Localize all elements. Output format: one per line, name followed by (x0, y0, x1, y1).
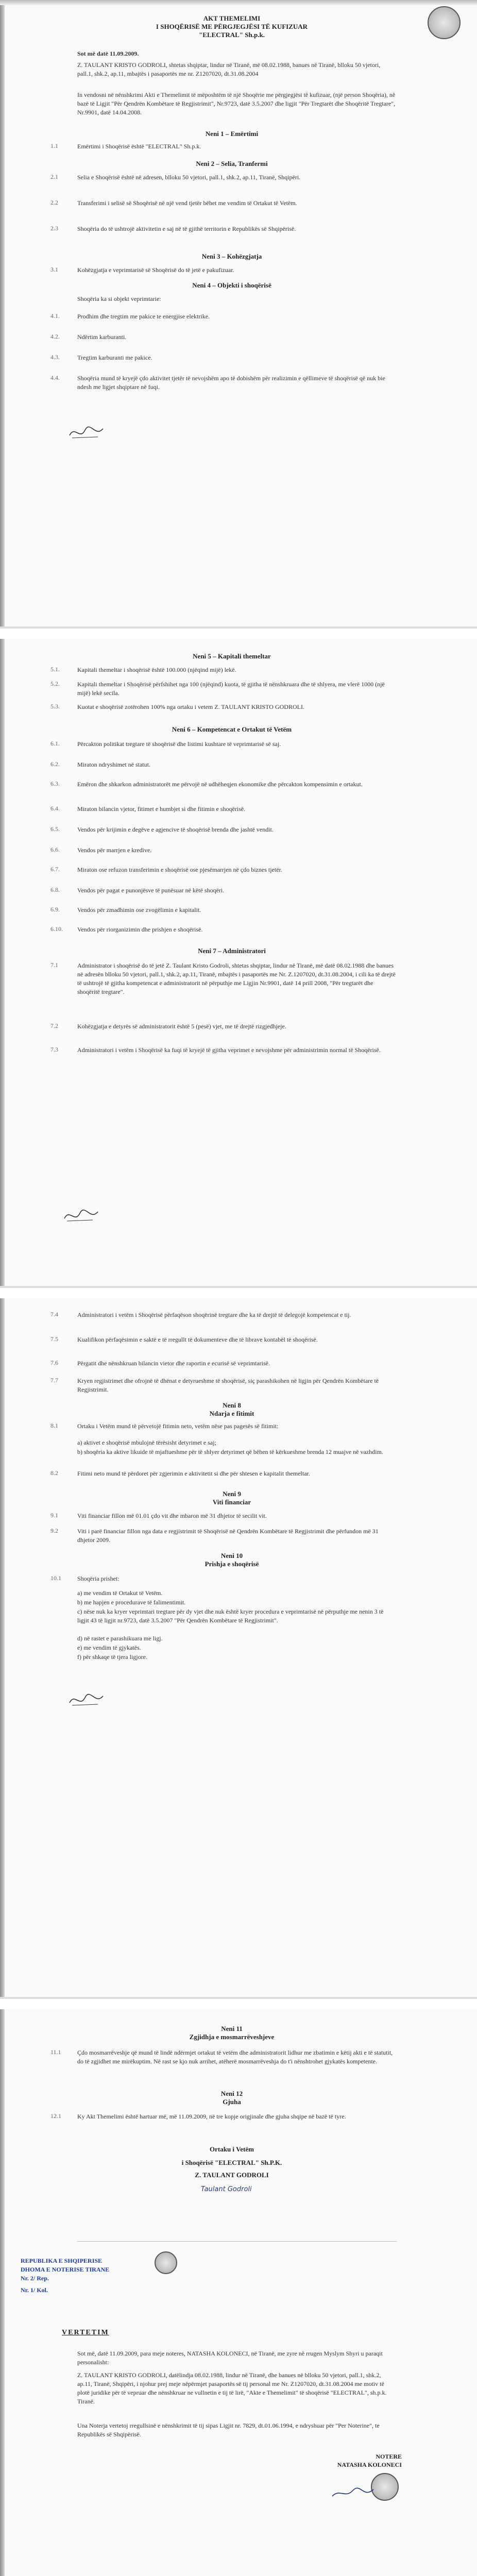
clause-9-2: Viti i parë financiar fillon nga data e regjistrimit të Shoqërisë në Qendrën Kombëtare të Regjistrimit dhe përfundon më 31 dhjetor 2009. (77, 1528, 379, 1544)
clause-4-intro: Shoqëria ka si objekt veprimtarie: (77, 295, 161, 302)
clause-8-1: Ortaku i Vetëm mund të përvetojë fitimin neto, vetëm nëse pas pagesës së fitimit: (77, 1422, 279, 1430)
clause-num: 6.4. (50, 805, 60, 812)
clause-8-1b: b) shoqëria ka aktive likuide të mjaftueshme për të shlyer detyrimet që bëhen të kërkueshme brenda 12 muajve në vazhdim. (77, 1448, 383, 1455)
seal-icon (155, 2251, 177, 2274)
clause-num: 4.4. (50, 374, 60, 381)
clause-6-2: Miraton ndryshimet në statut. (77, 761, 150, 768)
scan-edge-top (0, 0, 477, 5)
cert-paragraph-2: Z. TAULANT KRISTO GODROLI, datëlindja 08.02.1988, lindur në Tiranë, dhe banues në blloku 50 vjetori, pall.1, shk.2, ap.11, Tiranë, Shqipëri, i njohur prej meje nëpërmjet pasaportës së tij personal me Nr. Z1207020, dt.31.08.2004 me motiv të plotë juridike për të vepruar dhe nënshkruar ne vullnetin e tij të lirë, "Akte e Themelimit" të shoqërisë "ELECTRAL", sh.p.k. Tiranë. (77, 2371, 387, 2405)
clause-num: 7.6 (50, 1359, 58, 1366)
clause-10-1: Shoqëria prishet: (77, 1575, 120, 1582)
clause-7-2: Kohëzgjatja e detyrës së administratorit është 5 (pesë) vjet, me të drejtë rizgjedhjeje. (77, 1023, 286, 1030)
scan-edge-left (0, 1298, 5, 1999)
clause-2-3: Shoqëria do të ushtrojë aktivitetin e saj në të gjithë territorin e Republikës së Shqipërisë. (77, 225, 296, 232)
clause-6-9: Vendos për zmadhimin ose zvogëlimin e kapitalit. (77, 906, 201, 913)
clause-num: 8.2 (50, 1469, 58, 1477)
clause-num: 6.6. (50, 846, 60, 853)
article-5-title: Neni 5 – Kapitali themeltar (193, 652, 271, 660)
nr-kol: Nr. 1/ Kol. (21, 2286, 48, 2294)
scan-edge-left (0, 0, 5, 629)
clause-7-5: Kualifikon përfaqësimin e saktë e të rregullt të dokumenteve dhe të librave kontabël të shoqërisë. (77, 1336, 318, 1343)
clause-10-1c: c) nëse nuk ka kryer veprimtari tregtare për dy vjet dhe nuk është kryer procedura e veprimtarisë në përputhje me nenin 3 të ligjit 43 të ligjit nr.9723, datë 3.5.2007 "Për Qendrën Kombëtare të Regjistrimit". (77, 1608, 384, 1624)
clause-num: 6.2. (50, 760, 60, 768)
cert-paragraph-1: Sot më, datë 11.09.2009, para meje noteres, NATASHA KOLONECI, në Tiranë, me zyre në rrugen Myslym Shyri u paraqit personalisht: (77, 2350, 383, 2366)
scan-edge-left (0, 2009, 5, 2576)
clause-9-1: Viti financiar fillon më 01.01 çdo vit dhe mbaron më 31 dhjetor të secilit vit. (77, 1512, 267, 1519)
nr-rep: Nr. 2/ Rep. (21, 2275, 49, 2282)
document-page-3 (0, 1298, 477, 1999)
clause-num: 6.8. (50, 886, 60, 893)
article-2-title: Neni 2 – Selia, Tranfermi (196, 160, 268, 167)
divider (77, 2241, 397, 2242)
clause-5-1: Kapitali themeltar i shoqërisë është 100.000 (njëqind mijë) lekë. (77, 666, 236, 673)
article-12-title: Neni 12 (220, 2090, 243, 2097)
clause-num: 7.7 (50, 1377, 58, 1384)
date-line: Sot më datë 11.09.2009. (77, 50, 139, 57)
clause-7-1: Administrator i shoqërisë do të jetë Z. Taulant Kristo Godroli, shtetas shqiptar, lindur në Tiranë, më datë 08.02.1988 dhe banues në adresën blloku 50 vjetori, pall.1, shk.2, ap.11, Tiranë, mbajtës i pasaportës me Nr. Z.1207020, dt.31.08.2004, i cili ka të drejtë të ushtrojë të gjitha kompetencat e administratorit në përputhje me Ligjin Nr.9901, datë 14 prill 2008, "Për tregtarët dhe shoqëritë tregtare". (77, 962, 396, 995)
clause-num: 5.2. (50, 680, 60, 687)
clause-4-1: Prodhim dhe tregtim me pakice te energjise elektrike. (77, 313, 210, 320)
clause-num: 6.10. (50, 925, 63, 933)
clause-num: 6.9. (50, 906, 60, 913)
clause-num: 8.1 (50, 1422, 58, 1429)
clause-num: 10.1 (50, 1574, 61, 1582)
clause-2-2: Transferimi i selisë së Shoqërisë në një vend tjetër bëhet me vendim të Ortakut të Vetëm. (77, 199, 297, 207)
clause-num: 11.1 (50, 2048, 61, 2056)
owner-name: Z. TAULANT GODROLI (195, 2171, 269, 2179)
signature-mark (330, 2483, 376, 2504)
clause-num: 7.1 (50, 961, 58, 969)
clause-num: 7.3 (50, 1046, 58, 1053)
article-12-subtitle: Gjuha (223, 2098, 241, 2106)
clause-num: 5.3. (50, 703, 60, 710)
article-6-title: Neni 6 – Kompetencat e Ortakut të Vetëm (172, 725, 292, 733)
signature-mark (62, 1206, 103, 1226)
document-page-4 (0, 2009, 477, 2576)
document-page-1 (0, 0, 477, 629)
owner-signature: Taulant Godroli (201, 2185, 252, 2193)
clause-6-3: Emëron dhe shkarkon administratorët me përvojë në udhëheqjen ekonomike dhe përcakton kompensimin e ortakut. (77, 781, 363, 788)
signature-mark (67, 422, 108, 443)
page-footer (0, 1997, 477, 1999)
vertetim-title: VERTETIM (62, 2329, 109, 2336)
clause-num: 1.1 (50, 142, 58, 149)
clause-5-2: Kapitali themeltar i Shoqërisë përfshihet nga 100 (njëqind) kuota, të gjitha të nënshkruara dhe të shlyera, me vlerë 1000 (një mijë) lekë secila. (77, 681, 385, 697)
clause-num: 7.4 (50, 1311, 58, 1318)
clause-6-6: Vendos për marrjen e kredive. (77, 846, 152, 854)
clause-4-4: Shoqëria mund të kryejë çdo aktivitet tjetër të nevojshëm apo të dobishëm për realizimin e qëllimeve të shoqërisë që nuk bie ndesh me ligjet shqiptare në fuqi. (77, 375, 385, 391)
clause-num: 6.7. (50, 866, 60, 873)
doc-title: AKT THEMELIMI (203, 14, 261, 22)
article-10-title: Neni 10 (220, 1552, 243, 1560)
article-1-title: Neni 1 – Emërtimi (205, 130, 259, 138)
clause-num: 3.1 (50, 266, 58, 273)
article-11-title: Neni 11 (221, 2025, 243, 2032)
clause-5-3: Kuotat e shoqërisë zotërohen 100% nga ortaku i vetem Z. TAULANT KRISTO GODROLI. (77, 703, 304, 710)
intro-paragraph: Z. TAULANT KRISTO GODROLI, shtetas shqiptar, lindur në Tiranë, më 08.02.1988, banues në Tiranë, blloku 50 vjetori, pall.1, shk.2, ap.11, mbajtës i pasaportës me nr. Z1207020, dt.31.08.2004 (77, 61, 381, 77)
company-line: "ELECTRAL" Sh.p.k. (199, 31, 265, 39)
clause-num: 6.3. (50, 780, 60, 787)
article-7-title: Neni 7 – Administratori (198, 947, 266, 955)
clause-num: 6.5. (50, 825, 60, 833)
clause-7-6: Përgatit dhe nënshkruan bilancin vietor dhe raportin e ecurisë së veprimtarisë. (77, 1360, 270, 1367)
document-page-2 (0, 639, 477, 1288)
scan-edge-left (0, 639, 5, 1288)
notary-header (21, 2257, 175, 2295)
clause-4-3: Tregtim karburanti me pakice. (77, 354, 152, 361)
clause-2-1: Selia e Shoqërisë është në adresen, blloku 50 vjetori, pall.1, shk.2, ap.11, Tiranë, Shqipëri. (77, 174, 301, 181)
intro-paragraph-2: In vendosni në nënshkrimi Akti e Themelimit të mëposhtëm të një Shoqërie me përgjegjësi të kufizuar, (një person Shoqëria), në bazë të Ligjit "Për Qendrën Kombëtare të Regjistrimit", Nr.9723, datë 3.5.2007 dhe ligjit "Për Tregtarët dhe Shoqëritë Tregtare", Nr.9901, datë 14.04.2008. (77, 91, 396, 116)
clause-num: 7.2 (50, 1022, 58, 1029)
clause-7-7: Kryen regjistrimet dhe ofrojnë të dhënat e detyrueshme të shoqërisë, siç parashikohen në ligjin për Qendrën Kombëtare të Regjistrimit. (77, 1377, 379, 1393)
article-8-subtitle: Ndarja e fitimit (209, 1410, 254, 1417)
clause-10-1f: f) për shkaqe të tjera ligjore. (77, 1653, 147, 1660)
clause-6-5: Vendos për krijimin e degëve e agjencive të shoqërisë brenda dhe jashtë vendit. (77, 826, 274, 833)
ortaku-heading: Ortaku i Vetëm (210, 2145, 254, 2153)
notary-signoff (309, 2452, 402, 2469)
cert-paragraph-3: Una Noterja vertetoj rregullsinë e nënshkrimit të tij sipas Ligjit nr. 7829, dt.01.06.1994, e ndryshuar për "Per Noterine", te Republikës së Shqipërisë. (77, 2422, 380, 2438)
clause-10-1b: b) me hapjen e procedurave të falimentimit. (77, 1599, 186, 1606)
clause-12-1: Ky Akt Themelimi është hartuar më, më 11.09.2009, në tre kopje origjinale dhe gjuha shqipe në bazë të tyre. (77, 2113, 346, 2120)
clause-num: 7.5 (50, 1335, 58, 1343)
clause-7-3: Administratori i vetëm i Shoqërisë ka fuqi të kryejë të gjitha veprimet e nevojshme për administrimin normal të Shoqërisë. (77, 1046, 381, 1054)
article-10-subtitle: Prishja e shoqërisë (205, 1560, 259, 1568)
clause-num: 9.1 (50, 1512, 58, 1519)
clause-6-8: Vendos për pagat e punonjësve të punësuar në këtë shoqëri. (77, 887, 225, 894)
clause-num: 9.2 (50, 1527, 58, 1534)
article-3-title: Neni 3 – Kohëzgjatja (201, 252, 262, 260)
clause-8-1a: a) aktivet e shoqërisë mbulojnë tërësisht detyrimet e saj; (77, 1439, 216, 1446)
clause-3-1: Kohëzgjatja e veprimtarisë së Shoqërisë do të jetë e pakufizuar. (77, 266, 234, 274)
clause-7-4: Administratori i vetëm i Shoqërisë përfaqëson shoqërinë tregtare dhe ka të drejtë të delegojë kompetencat e tij. (77, 1311, 351, 1318)
clause-10-1e: e) me vendim të gjykatës. (77, 1644, 141, 1651)
dhoma-line: DHOMA E NOTERISE TIRANE (21, 2266, 110, 2273)
article-11-subtitle: Zgjidhja e mosmarrëveshjeve (189, 2033, 275, 2041)
clause-num: 4.3. (50, 353, 60, 361)
republika-line: REPUBLIKA E SHQIPERISE (21, 2257, 103, 2264)
article-9-title: Neni 9 (223, 1490, 241, 1498)
clause-6-7: Miraton ose refuzon transferimin e shoqërisë ose pjesëmarrjen në çdo biznes tjetër. (77, 866, 282, 873)
clause-num: 2.3 (50, 225, 58, 232)
doc-subtitle: I SHOQËRISË ME PËRGJEGJËSI TË KUFIZUAR (156, 23, 308, 30)
clause-11-1: Çdo mosmarrëveshje që mund të lindë ndërmjet ortakut të vetëm dhe administratorit lidhur me zbatimin e këtij akti e të statutit, do të zgjidhet me mirëkuptim. Në rast se kjo nuk arrihet, atëherë mosmarrëveshja do t'i nënshtrohet gjykatës kompetente. (77, 2049, 393, 2065)
notere-label: NOTERE (376, 2453, 402, 2460)
clause-6-4: Miraton bilancin vjetor, fitimet e humbjet si dhe fitimin e shoqërisë. (77, 805, 246, 812)
notere-name: NATASHA KOLONECI (337, 2461, 402, 2468)
clause-6-1: Përcakton politikat tregtare të shoqërisë dhe listimi kushtare të veprimtarisë së saj. (77, 740, 281, 748)
clause-6-10: Vendos për riorganizimin dhe prishjen e shoqërisë. (77, 926, 203, 933)
page-footer (0, 626, 477, 629)
article-8-title: Neni 8 (223, 1401, 241, 1409)
clause-num: 2.2 (50, 199, 58, 206)
clause-num: 2.1 (50, 173, 58, 180)
article-4-title: Neni 4 – Objekti i shoqërisë (192, 281, 271, 289)
clause-num: 12.1 (50, 2112, 61, 2120)
company-owner: i Shoqërisë "ELECTRAL" Sh.P.K. (181, 2159, 282, 2166)
clause-10-1d: d) në rastet e parashikuara me ligj. (77, 1635, 163, 1642)
article-9-subtitle: Viti financiar (212, 1498, 251, 1506)
clause-8-2: Fitimi neto mund të përdoret për zgjerimin e aktivitetit si dhe për shtesen e kapitalit themeltar. (77, 1470, 310, 1477)
seal-icon (428, 6, 461, 39)
clause-1-1: Emërtimi i Shoqërisë është "ELECTRAL" Sh.p.k. (77, 143, 201, 150)
clause-10-1a: a) me vendim të Ortakut të Vetëm. (77, 1589, 163, 1597)
clause-num: 6.1. (50, 740, 60, 747)
clause-4-2: Ndërtim karburanti. (77, 333, 127, 341)
signature-mark (67, 1690, 108, 1710)
clause-num: 4.1. (50, 312, 60, 319)
clause-num: 5.1. (50, 666, 60, 673)
page-footer (0, 1286, 477, 1288)
clause-num: 4.2. (50, 333, 60, 340)
